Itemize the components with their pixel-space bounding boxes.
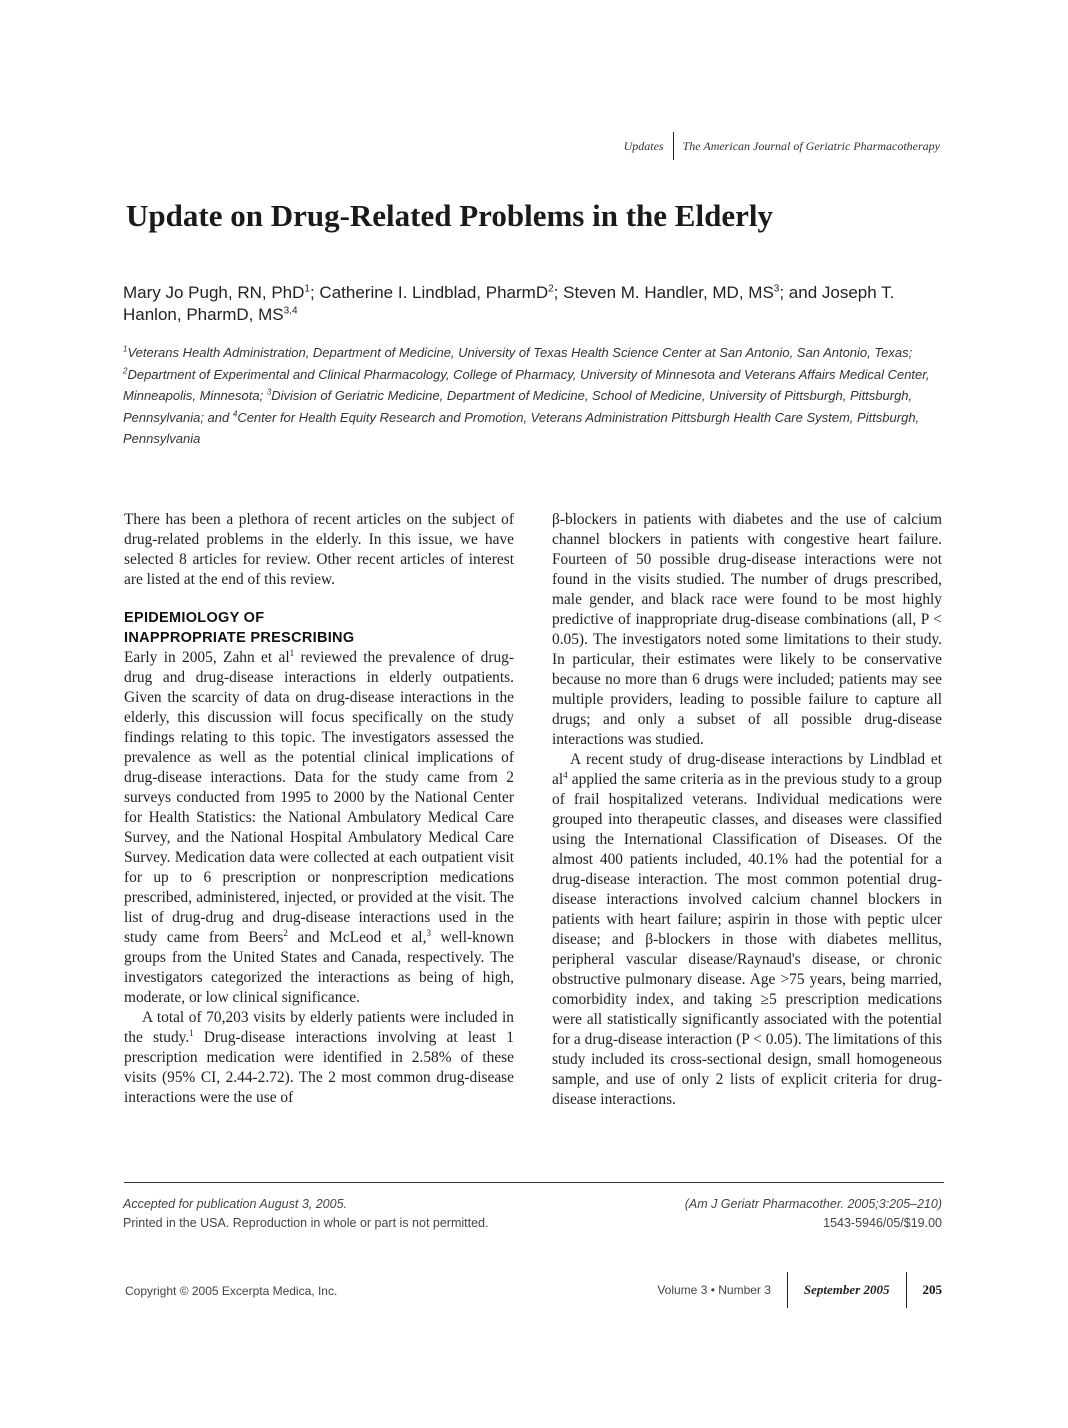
citation-ref: 1 [289,647,295,658]
affil-marker: 4 [232,409,238,419]
citation-ref: 1 [189,1027,194,1038]
page-footer [125,1272,942,1308]
copyright-notice: Copyright © 2005 Excerpta Medica, Inc. [125,1284,338,1298]
footer-divider [787,1272,788,1308]
body-paragraph: A total of 70,203 visits by elderly patients were included in the study.$^1$ Drug-disease interactions involving at least 1 prescription medication were identified in 2.58% of these visits (95% CI, 2.44-2.72). The 2 most common drug-disease interactions were the use of [124,1009,514,1106]
left-column [124,510,514,1108]
journal-citation: (Am J Geriatr Pharmacother. 2005;3:205–210) [684,1197,942,1211]
footer-divider [906,1272,907,1308]
author-affil-ref: 3 [773,283,780,295]
issn-price: 1543-5946/05/$19.00 [823,1216,942,1230]
right-column [552,510,942,1110]
affil-text: Department of Experimental and Clinical Pharmacology, College of Pharmacy, University of Minnesota and Veterans Affairs Medical Center, Minneapolis, Minnesota; [123,366,930,403]
citation-info [685,1195,942,1233]
affil-marker: 1 [123,344,128,354]
issue-info [657,1272,942,1308]
affil-text: Division of Geriatric Medicine, Department of Medicine, School of Medicine, University of Pittsburgh, Pittsburgh, Pennsylvania; and [123,388,913,425]
author-affil-ref: 3,4 [283,305,298,317]
running-header [624,132,940,160]
author-name: ; Steven M. Handler, MD, MS [553,283,774,302]
body-paragraph: A recent study of drug-disease interactions by Lindblad et $al^4$ applied the same criteria as in the previous study to a group of frail hospitalized veterans. Individual medications were grouped into therapeutic classes, and diseases were classified using the International Classification of Diseases. Of the almost 400 patients included, 40.1% had the potential for a drug-disease interaction. The most common potential drug-disease interactions involved calcium channel blockers in patients with heart failure; aspirin in those with peptic ulcer disease; and β-blockers in those with diabetes mellitus, peripheral vascular disease/Raynaud's disease, or chronic obstructive pulmonary disease. Age >75 years, being married, comorbidity index, and taking ≥5 prescription medications were all statistically significantly associated with the potential for a drug-disease interaction (P < 0.05). The limitations of this study included its cross-sectional design, small homogeneous sample, and use of only 2 lists of explicit criteria for drug-disease interactions. [552,751,942,1108]
affil-marker: 3 [266,387,272,397]
publication-notes [123,1195,488,1233]
issue-date: September 2005 [803,1282,890,1297]
header-journal: The American Journal of Geriatric Pharmacotherapy [682,138,940,153]
affiliations [123,342,943,450]
article-title: Update on Drug-Related Problems in the Elderly [126,198,773,233]
author-affil-ref: 2 [548,283,554,295]
body-paragraph: Early in 2005, Zahn et $al^1$ reviewed the prevalence of drug-drug and drug-disease interactions in elderly outpatients. Given the scarcity of data on drug-disease interactions in the elderly, this discussion will focus specifically on the study findings relating to this topic. The investigators assessed the prevalence as well as the potential clinical implications of drug-disease interactions. Data for the study came from 2 surveys conducted from 1995 to 2000 by the National Center for Health Statistics: the National Ambulatory Medical Care Survey, and the National Hospital Ambulatory Medical Care Survey. Medication data were collected at each outpatient visit for up to 6 prescription or nonprescription medications prescribed, administered, injected, or provided at the visit. The list of drug-drug and drug-disease interactions used in the study came from Beers$^2$ and McLeod et al,$^3$ well-known groups from the United States and Canada, respectively. The investigators categorized the interactions as being of high, moderate, or low clinical significance. [124,647,514,1006]
volume-number: Volume 3 • Number 3 [657,1283,771,1297]
citation-ref: 4 [563,769,568,780]
author-list [123,282,923,326]
body-paragraph: β-blockers in patients with diabetes and the use of calcium channel blockers in patients with congestive heart failure. Fourteen of 50 possible drug-disease interactions were not found in the visits studied. The number of drugs prescribed, male gender, and black race were found to be most highly predictive of inappropriate drug-disease combinations (all, P < 0.05). The investigators noted some limitations to their study. In particular, their estimates were likely to be conservative because no more than 6 drugs were included; patients may see multiple providers, leading to possible failure to capture all drugs; and only a subset of all possible drug-disease interactions was studied. [552,511,942,748]
author-name: Mary Jo Pugh, RN, PhD [123,283,305,302]
author-name: ; Catherine I. Lindblad, PharmD [309,283,549,302]
intro-paragraph: There has been a plethora of recent articles on the subject of drug-related problems in the elderly. In this issue, we have selected 8 articles for review. Other recent articles of interest are listed at the end of this review. [124,511,514,588]
header-divider [673,132,674,160]
affil-text: Center for Health Equity Research and Promotion, Veterans Administration Pittsburgh Health Care System, Pittsburgh, Pennsylvania [123,409,920,446]
reproduction-notice: Printed in the USA. Reproduction in whole or part is not permitted. [123,1216,489,1230]
affil-text: Veterans Health Administration, Department of Medicine, University of Texas Health Science Center at San Antonio, San Antonio, Texas; [127,345,913,360]
citation-ref: 3 [426,927,431,938]
citation-ref: 2 [283,927,288,938]
footer-rule [124,1182,944,1183]
author-affil-ref: 1 [304,283,310,295]
author-name: ; and Joseph T. Hanlon, PharmD, MS [123,283,895,324]
section-heading: EPIDEMIOLOGY OF INAPPROPRIATE PRESCRIBING [124,610,355,646]
affil-marker: 2 [123,366,128,376]
accepted-date: Accepted for publication August 3, 2005. [123,1197,347,1211]
header-section: Updates [623,138,664,153]
page-number: 205 [922,1282,942,1297]
